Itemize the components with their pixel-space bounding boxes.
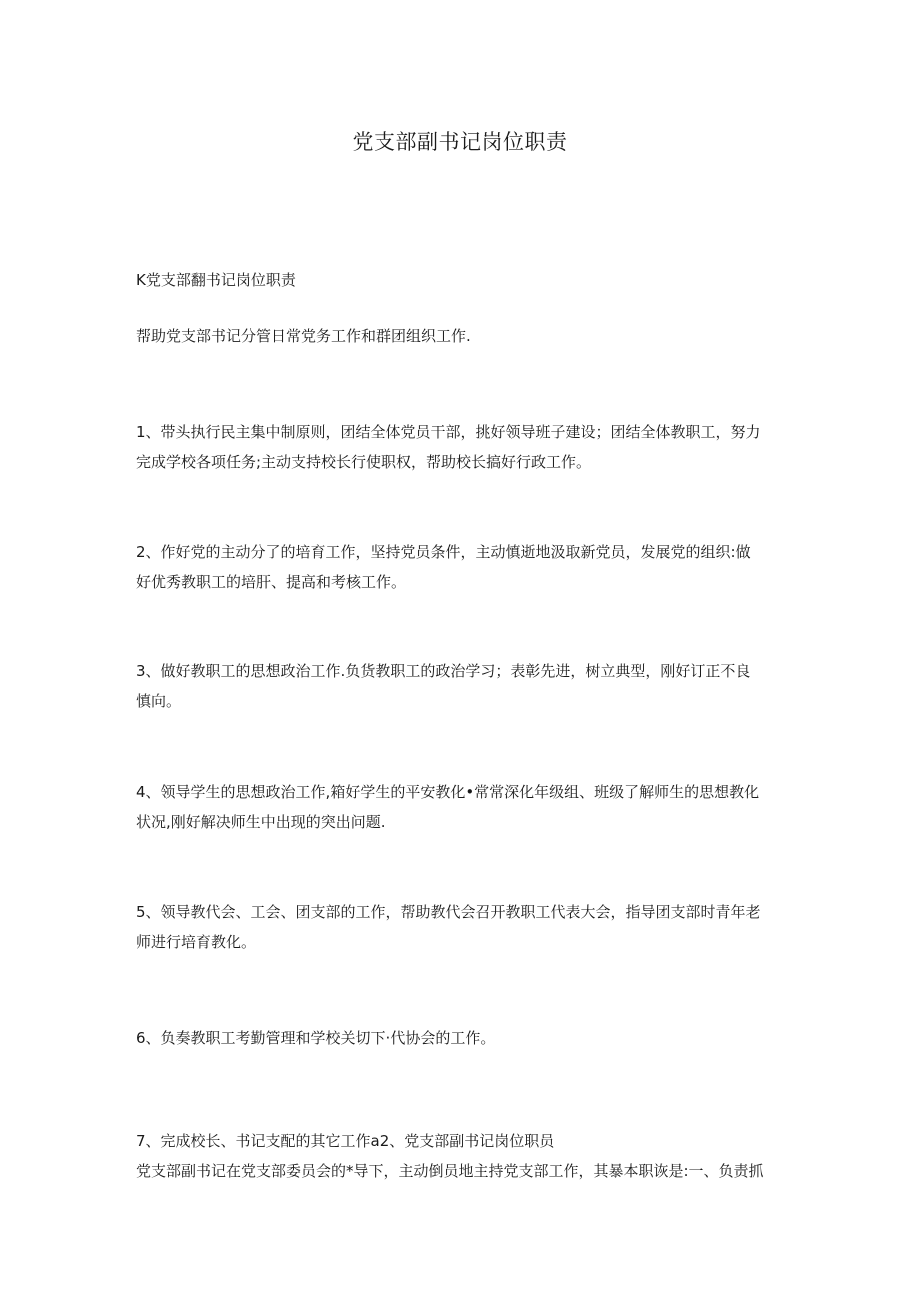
duty-item-1 — [136, 417, 786, 477]
duty-item-7 — [136, 1126, 786, 1186]
duty-item-4 — [136, 777, 786, 837]
duty-item-1-line-1: 1、带头执行民主集中制原则，团结全体党员干部，挑好领导班子建设；团结全体教职工，努力 — [136, 423, 761, 441]
duty-item-4-line-1: 4、领导学生的思想政治工作,箱好学生的平安教化•常常深化年级组、班级了解师生的思想教化 — [136, 783, 760, 801]
duty-item-3-line-2: 慎向。 — [136, 692, 182, 710]
intro-text: 帮助党支部书记分管日常党务工作和群团组织工作. — [136, 327, 471, 345]
duty-item-2-line-1: 2、作好党的主动分了的培育工作，坚持党员条件，主动慎逝地汲取新党员，发展党的组织:做 — [136, 543, 751, 561]
document-title: 党支部副书记岗位职责 — [352, 130, 568, 154]
duty-item-5 — [136, 897, 786, 957]
duty-item-5-line-1: 5、领导教代会、工会、团支部的工作，帮助教代会召开教职工代表大会，指导团支部时青年老 — [136, 903, 761, 921]
duty-item-6 — [136, 1023, 786, 1053]
duty-item-2-line-2: 好优秀教职工的培肝、提高和考核工作。 — [136, 573, 407, 591]
intro-paragraph — [136, 321, 786, 351]
duty-item-5-line-2: 师进行培育教化。 — [136, 933, 257, 951]
duty-item-3 — [136, 656, 786, 716]
duty-item-1-line-2: 完成学校各项任务;主动支持校长行使职权，帮助校长搞好行政工作。 — [136, 453, 592, 471]
duty-item-6-line-1: 6、负奏教职工考勤管理和学校关切下·代协会的工作。 — [136, 1029, 496, 1047]
duty-item-7-line-1: 7、完成校长、书记支配的其它工作a2、党支部副书记岗位职员 — [136, 1132, 555, 1150]
section-heading — [136, 265, 786, 295]
duty-item-3-line-1: 3、做好教职工的思想政治工作.负货教职工的政治学习；表彰先进，树立典型，刚好订正不良 — [136, 662, 751, 680]
duty-item-7-line-2: 党支部副书记在党支部委员会的*导下，主动倒员地主持党支部工作，其暴本职诙是:一、负责抓 — [136, 1162, 764, 1180]
section-heading-text: K党支部翻书记岗位职责 — [136, 271, 296, 289]
duty-item-2 — [136, 537, 786, 597]
duty-item-4-line-2: 状况,刚好解决师生中出现的突出问题. — [136, 813, 386, 831]
